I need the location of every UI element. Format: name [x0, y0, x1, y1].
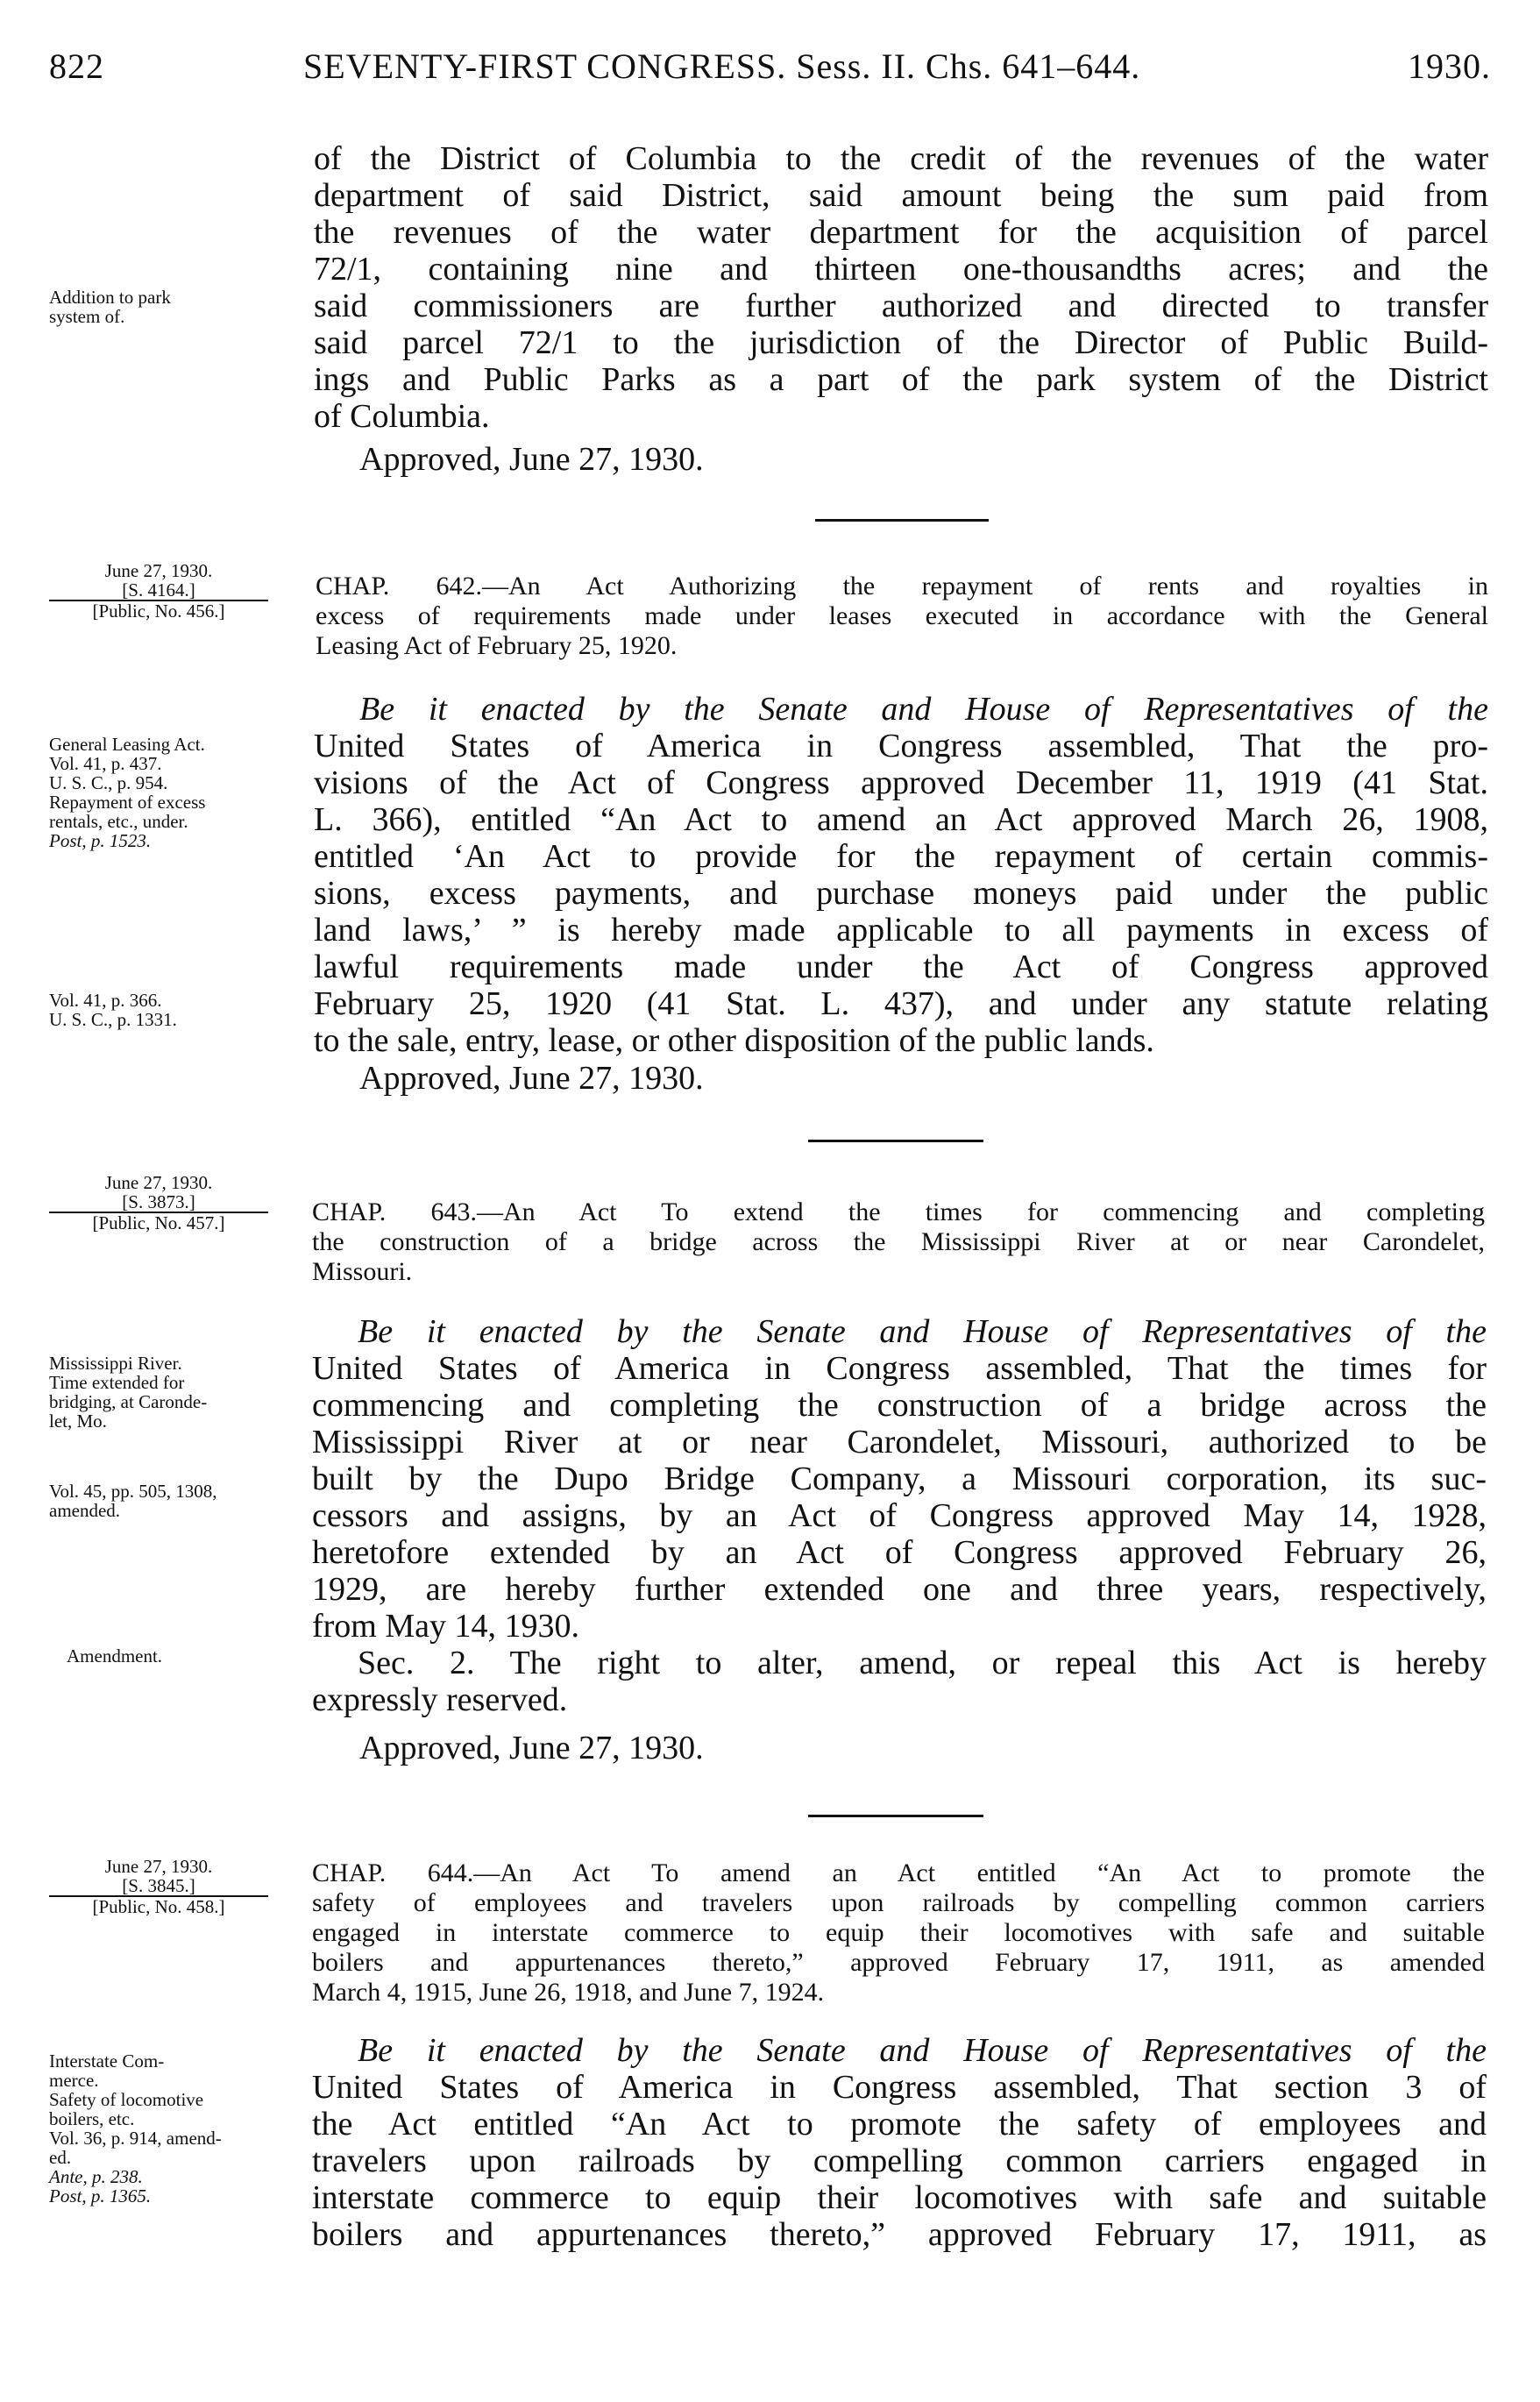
sidebar-bill: [S. 3873.]	[49, 1192, 268, 1213]
margin-note-line: Amendment.	[67, 1645, 163, 1666]
text-line: commencing and completing the construction of a bridge across the	[312, 1387, 1487, 1424]
margin-notes-643c	[67, 1646, 321, 1666]
running-title: SEVENTY-FIRST CONGRESS. Sess. II. Chs. 641–644.	[303, 46, 1141, 86]
caption-line: boilers and appurtenances thereto,” approved February 17, 1911, as amended	[312, 1948, 1485, 1977]
text-line: boilers and appurtenances thereto,” approved February 17, 1911, as	[312, 2216, 1487, 2253]
margin-note-line: Addition to park	[49, 287, 171, 308]
text-line: heretofore extended by an Act of Congress approved February 26,	[312, 1534, 1487, 1571]
text-line: Sec. 2. The right to alter, amend, or repeal this Act is hereby	[358, 1645, 1487, 1681]
section-divider	[808, 1140, 983, 1142]
margin-note-line: boilers, etc.	[49, 2108, 135, 2129]
sidebar-643	[49, 1173, 268, 1233]
sidebar-644	[49, 1857, 268, 1916]
caption-line: CHAP. 644.—An Act To amend an Act entitled “An Act to promote the	[312, 1858, 1485, 1887]
margin-notes-643a	[49, 1354, 303, 1431]
text-line: the Act entitled “An Act to promote the safety of employees and	[312, 2106, 1487, 2143]
text-line: built by the Dupo Bridge Company, a Missouri corporation, its suc-	[312, 1460, 1487, 1497]
text-line: February 25, 1920 (41 Stat. L. 437), and under any statute relating	[314, 985, 1488, 1022]
text-line: said parcel 72/1 to the jurisdiction of the Director of Public Build-	[314, 324, 1488, 361]
text-line: land laws,’ ” is hereby made applicable to all payments in excess of	[314, 912, 1488, 949]
ch644-text	[312, 2032, 1487, 2253]
margin-note-line: Post, p. 1365.	[49, 2185, 152, 2207]
margin-note-line: amended.	[49, 1500, 121, 1521]
margin-note-line: bridging, at Caronde-	[49, 1391, 208, 1412]
running-header	[49, 46, 1491, 89]
margin-note-line: Ante, p. 238.	[49, 2166, 143, 2187]
margin-note-line: Vol. 41, p. 437.	[49, 753, 162, 774]
enacting-clause: Be it enacted by the Senate and House of Representatives of the	[358, 2032, 1487, 2069]
text-line: said commissioners are further authorized and directed to transfer	[314, 288, 1488, 324]
text-line: entitled ‘An Act to provide for the repayment of certain commis-	[314, 838, 1488, 875]
margin-note-line: ed.	[49, 2147, 72, 2168]
approved-641: Approved, June 27, 1930.	[359, 441, 704, 478]
margin-note-park	[49, 288, 303, 326]
margin-note-line: General Leasing Act.	[49, 734, 205, 755]
sidebar-date: June 27, 1930.	[104, 560, 213, 581]
caption-line: Missouri.	[312, 1257, 413, 1286]
ch643-text	[312, 1313, 1487, 1718]
caption-line: safety of employees and travelers upon railroads by compelling common carriers	[312, 1888, 1485, 1917]
caption-line: excess of requirements made under leases executed in accordance with the General	[316, 601, 1488, 630]
text-line: L. 366), entitled “An Act to amend an Act approved March 26, 1908,	[314, 801, 1488, 838]
caption-644	[312, 1858, 1485, 2008]
sidebar-bill: [S. 4164.]	[49, 580, 268, 601]
caption-line: CHAP. 642.—An Act Authorizing the repayment of rents and royalties in	[316, 572, 1488, 600]
text-line: cessors and assigns, by an Act of Congress approved May 14, 1928,	[312, 1497, 1487, 1534]
caption-642	[316, 572, 1488, 661]
text-line: visions of the Act of Congress approved December 11, 1919 (41 Stat.	[314, 764, 1488, 801]
sidebar-date: June 27, 1930.	[104, 1172, 213, 1193]
margin-note-line: U. S. C., p. 954.	[49, 772, 168, 793]
caption-line: engaged in interstate commerce to equip their locomotives with safe and suitable	[312, 1918, 1485, 1947]
sidebar-date: June 27, 1930.	[104, 1856, 213, 1877]
header-year: 1930.	[1408, 46, 1491, 86]
text-line: expressly reserved.	[312, 1681, 568, 1718]
approved-643: Approved, June 27, 1930.	[359, 1730, 704, 1766]
margin-note-line: merce.	[49, 2070, 99, 2091]
margin-note-line: system of.	[49, 306, 125, 327]
sidebar-bill: [S. 3845.]	[49, 1876, 268, 1897]
margin-note-line: Post, p. 1523.	[49, 830, 152, 851]
page-number: 822	[49, 46, 104, 86]
text-line: United States of America in Congress assembled, That the pro-	[314, 728, 1488, 764]
ch641-text	[314, 140, 1488, 435]
text-line: 1929, are hereby further extended one and three years, respectively,	[312, 1571, 1487, 1608]
sidebar-642	[49, 561, 268, 621]
sidebar-public: [Public, No. 456.]	[92, 600, 225, 622]
margin-note-line: Time extended for	[49, 1372, 185, 1393]
ch642-text	[314, 691, 1488, 1059]
text-line: travelers upon railroads by compelling common carriers engaged in	[312, 2143, 1487, 2179]
margin-note-line: Interstate Com-	[49, 2050, 165, 2072]
text-line: 72/1, containing nine and thirteen one-thousandths acres; and the	[314, 251, 1488, 288]
margin-note-line: Vol. 45, pp. 505, 1308,	[49, 1481, 217, 1502]
approved-642: Approved, June 27, 1930.	[359, 1060, 704, 1097]
margin-notes-642a	[49, 735, 303, 850]
enacting-clause: Be it enacted by the Senate and House of Representatives of the	[359, 691, 1488, 728]
margin-notes-642b	[49, 991, 303, 1029]
text-line: the revenues of the water department for the acquisition of parcel	[314, 214, 1488, 251]
text-line: of the District of Columbia to the credit of the revenues of the water	[314, 140, 1488, 177]
sidebar-public: [Public, No. 458.]	[92, 1896, 225, 1917]
margin-note-line: U. S. C., p. 1331.	[49, 1009, 177, 1030]
text-line: to the sale, entry, lease, or other disposition of the public lands.	[314, 1022, 1154, 1059]
margin-note-line: Safety of locomotive	[49, 2089, 204, 2110]
margin-note-line: Mississippi River.	[49, 1353, 182, 1374]
text-line: from May 14, 1930.	[312, 1608, 580, 1645]
caption-line: March 4, 1915, June 26, 1918, and June 7, 1924.	[312, 1978, 825, 2007]
section-divider	[808, 1815, 983, 1817]
text-line: United States of America in Congress assembled, That the times for	[312, 1350, 1487, 1387]
text-line: Mississippi River at or near Carondelet, Missouri, authorized to be	[312, 1424, 1487, 1460]
margin-note-line: rentals, etc., under.	[49, 811, 188, 832]
caption-line: CHAP. 643.—An Act To extend the times for commencing and completing	[312, 1197, 1485, 1226]
sidebar-public: [Public, No. 457.]	[92, 1212, 225, 1233]
margin-note-line: Repayment of excess	[49, 792, 206, 813]
caption-line: Leasing Act of February 25, 1920.	[316, 631, 678, 660]
margin-notes-644a	[49, 2051, 303, 2206]
text-line: United States of America in Congress assembled, That section 3 of	[312, 2069, 1487, 2106]
margin-notes-643b	[49, 1482, 303, 1520]
text-line: of Columbia.	[314, 398, 490, 435]
caption-643	[312, 1197, 1485, 1287]
text-line: lawful requirements made under the Act of Congress approved	[314, 949, 1488, 985]
text-line: ings and Public Parks as a part of the park system of the District	[314, 361, 1488, 398]
margin-note-line: let, Mo.	[49, 1411, 107, 1432]
text-line: department of said District, said amount being the sum paid from	[314, 177, 1488, 214]
text-line: interstate commerce to equip their locomotives with safe and suitable	[312, 2179, 1487, 2216]
margin-note-line: Vol. 41, p. 366.	[49, 990, 162, 1011]
margin-note-line: Vol. 36, p. 914, amend-	[49, 2128, 222, 2149]
caption-line: the construction of a bridge across the Mississippi River at or near Carondelet,	[312, 1227, 1485, 1256]
text-line: sions, excess payments, and purchase moneys paid under the public	[314, 875, 1488, 912]
section-divider	[815, 519, 989, 522]
enacting-clause: Be it enacted by the Senate and House of Representatives of the	[358, 1313, 1487, 1350]
